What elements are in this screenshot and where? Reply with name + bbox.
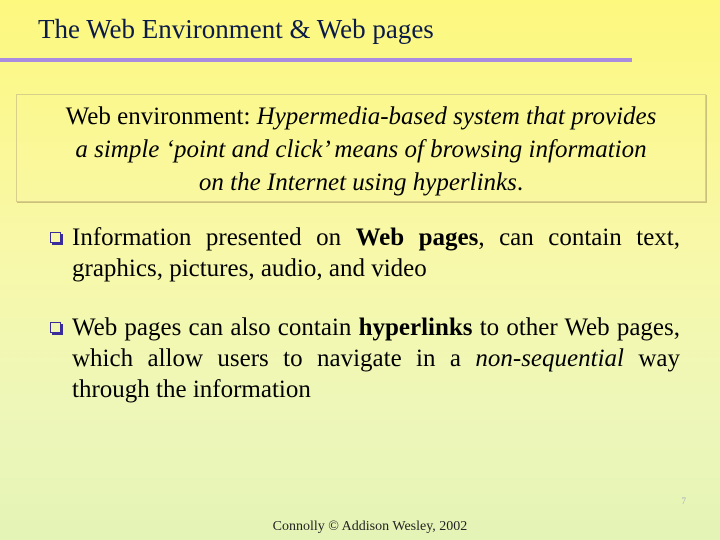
definition-text-line3: on the Internet using hyperlinks <box>198 169 517 196</box>
bullet-text-part: Web pages can also contain <box>72 314 359 341</box>
footer-copyright: Connolly © Addison Wesley, 2002 <box>272 519 468 534</box>
definition-colon: : <box>243 103 251 130</box>
definition-term: Web environment <box>65 103 244 130</box>
bullet-item <box>50 312 680 405</box>
bullet-text-part: , can contain text, graphics, pictures, audio, and video <box>72 224 680 282</box>
bullet-text-part: way through the information <box>72 345 681 403</box>
bullet-bold-term: Web pages <box>355 224 479 251</box>
bullet-square-icon <box>50 232 61 243</box>
bullet-item <box>50 222 680 284</box>
bullet-text-part: Information presented on <box>72 224 356 251</box>
slide-title: The Web Environment & Web pages <box>38 14 434 44</box>
bullet-italic-term: non-sequential <box>475 345 624 372</box>
bullet-bold-term: hyperlinks <box>358 314 473 341</box>
bullet-text-part: to other Web pages, which allow users to navigate in a <box>72 314 680 372</box>
title-divider <box>0 58 632 62</box>
definition-period: . <box>516 169 524 196</box>
definition-text-line1: Hypermedia-based system that provides <box>250 103 657 130</box>
definition-box <box>16 94 706 202</box>
definition-text-line2: a simple ‘point and click’ means of browsing information <box>75 136 647 163</box>
bullet-square-icon <box>50 322 61 333</box>
bullet-list <box>50 222 680 433</box>
slide-number: 7 <box>681 496 686 506</box>
